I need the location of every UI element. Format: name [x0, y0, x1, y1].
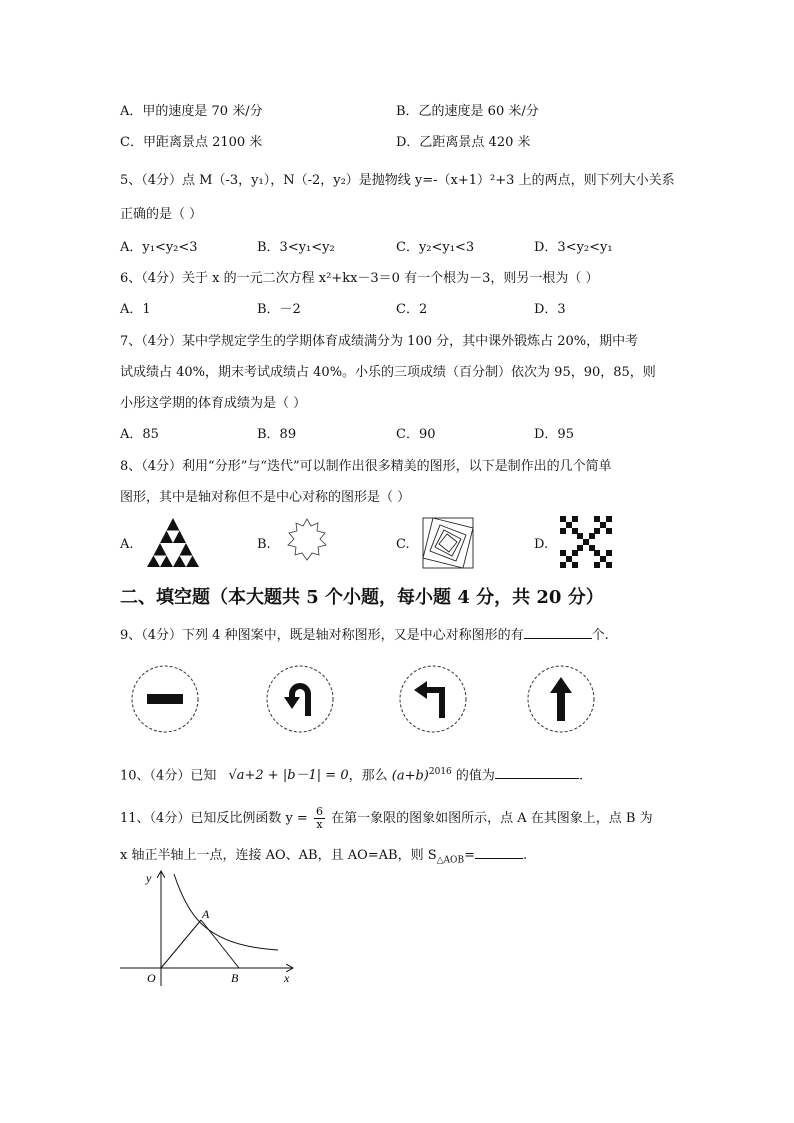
q10-expression: √a+2 + |b－1| = 0	[228, 768, 349, 784]
q10-prefix: 10、（4分）已知	[120, 768, 217, 784]
q7-stem-line1: 7、（4分）某中学规定学生的学期体育成绩满分为 100 分，其中课外锻炼占 20%，期中考	[120, 334, 639, 349]
segment-ao	[161, 920, 201, 968]
section-2-heading: 二、填空题（本大题共 5 个小题，每小题 4 分，共 20 分）	[120, 587, 604, 608]
q7-option-d: D．95	[534, 427, 574, 442]
q5-option-b: B．3<y₁<y₂	[257, 240, 335, 255]
q11-stem-line2	[120, 844, 527, 870]
q5-option-a: A．y₁<y₂<3	[120, 240, 198, 255]
q10-power-exponent: 2016	[428, 767, 452, 777]
no-entry-sign-icon	[130, 664, 200, 734]
q11-hyperbola-graph	[116, 868, 300, 990]
q10-power-base: (a+b)	[391, 768, 429, 784]
q11-answer-blank[interactable]	[475, 844, 523, 859]
q4-option-b: B．乙的速度是 60 米/分	[396, 104, 539, 119]
q11-prefix: 11、（4分）已知反比例函数 y =	[120, 811, 308, 826]
q10-stem	[120, 763, 583, 785]
q11-line2-post: =	[464, 848, 475, 863]
y-axis-label: y	[146, 871, 152, 885]
q11-stem-line1	[120, 806, 653, 831]
q7-option-c: C．90	[396, 427, 436, 442]
koch-snowflake-figure	[282, 516, 332, 566]
q11-line2-pre: x 轴正半轴上一点，连接 AO、AB，且 AO=AB，则 S	[120, 848, 437, 863]
q11-line2-sub: △AOB	[436, 855, 465, 866]
q11-fraction	[314, 806, 325, 831]
q11-tail: .	[522, 848, 528, 863]
x-axis-label: x	[284, 971, 290, 985]
q5-option-d: D．3<y₂<y₁	[534, 240, 613, 255]
q10-tail: .	[578, 768, 584, 784]
q9-tail: 个.	[591, 628, 609, 643]
q5-stem-line2: 正确的是（ ）	[120, 207, 203, 222]
q5-option-c: C．y₂<y₁<3	[396, 240, 475, 255]
hyperbola-curve	[174, 874, 278, 950]
q6-option-b: B．－2	[257, 302, 301, 317]
q7-stem-line2: 试成绩占 40%，期末考试成绩占 40%。小乐的三项成绩（百分制）依次为 95，90，85，则	[120, 365, 656, 380]
q11-fraction-denominator: x	[316, 818, 323, 831]
q6-option-d: D．3	[534, 302, 566, 317]
q6-stem: 6、（4分）关于 x 的一元二次方程 x²+kx－3＝0 有一个根为－3，则另一根为（ ）	[120, 271, 599, 286]
q8-option-b-label: B.	[257, 537, 271, 552]
q10-mid: ，那么	[348, 768, 388, 784]
q8-option-d-label: D.	[534, 537, 549, 552]
q9-text: 9、（4分）下列 4 种图案中，既是轴对称图形，又是中心对称图形的有	[120, 628, 524, 643]
q9-answer-blank[interactable]	[524, 624, 592, 639]
point-a-label: A	[202, 907, 210, 921]
q11-fraction-numerator: 6	[315, 805, 323, 818]
nested-squares-figure	[421, 516, 475, 570]
q8-option-c-label: C.	[396, 537, 410, 552]
q8-stem-line1: 8、（4分）利用“分形”与“迭代”可以制作出很多精美的图形，以下是制作出的几个简单	[120, 459, 612, 474]
q11-rest: 在第一象限的图象如图所示，点 A 在其图象上，点 B 为	[331, 811, 653, 826]
turn-left-sign-icon	[398, 664, 468, 734]
q7-option-a: A．85	[120, 427, 159, 442]
point-b-label: B	[231, 971, 239, 985]
u-turn-sign-icon	[265, 664, 335, 734]
q10-answer-blank[interactable]	[495, 764, 579, 779]
q9-stem	[120, 624, 609, 645]
q4-option-a: A．甲的速度是 70 米/分	[120, 104, 263, 119]
q5-stem-line1: 5、（4分）点 M（-3，y₁），N（-2，y₂）是抛物线 y=-（x+1）²+3 上的两点，则下列大小关系	[120, 173, 675, 188]
q4-option-d: D．乙距离景点 420 米	[396, 135, 531, 150]
q6-option-a: A．1	[120, 302, 151, 317]
origin-label: O	[147, 971, 156, 985]
straight-ahead-sign-icon	[526, 664, 596, 734]
q7-stem-line3: 小彤这学期的体育成绩为是（ ）	[120, 396, 307, 411]
q7-option-b: B．89	[257, 427, 297, 442]
q8-stem-line2: 图形，其中是轴对称但不是中心对称的图形是（ ）	[120, 490, 411, 505]
segment-ab	[201, 920, 239, 968]
q10-suffix: 的值为	[455, 768, 495, 784]
sierpinski-triangle-figure	[144, 516, 202, 568]
q6-option-c: C．2	[396, 302, 428, 317]
checker-fractal-figure	[560, 516, 612, 568]
q8-option-a-label: A.	[120, 537, 134, 552]
q4-option-c: C．甲距离景点 2100 米	[120, 135, 263, 150]
